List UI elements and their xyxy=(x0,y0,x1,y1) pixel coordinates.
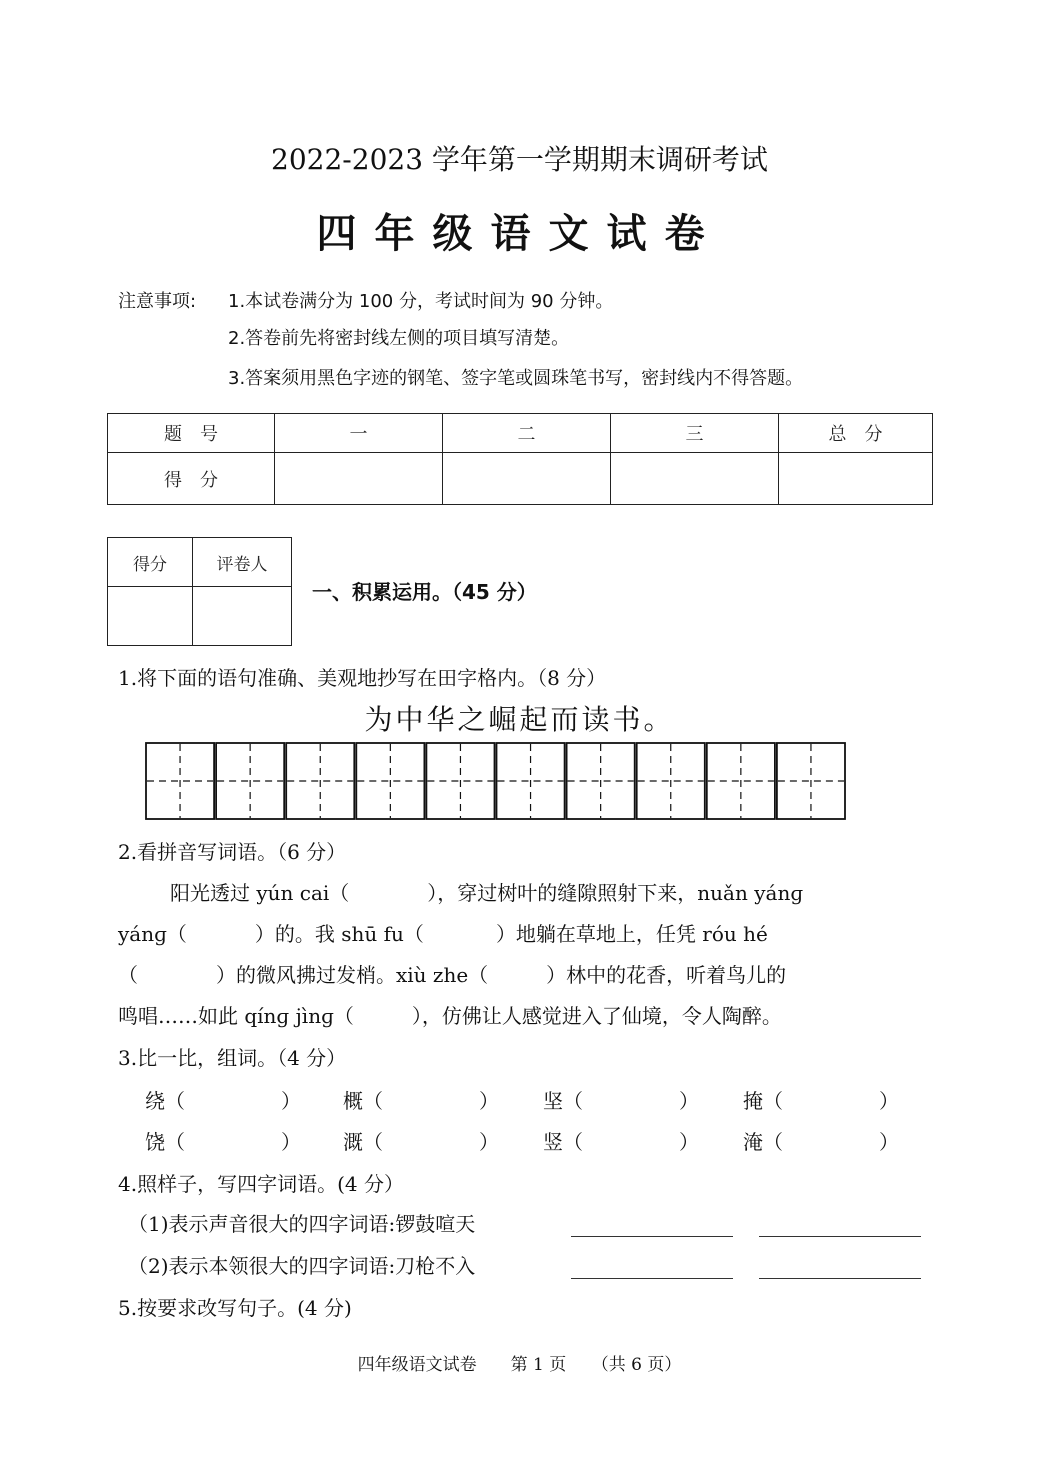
q2-line-3-seg-2: ）的微风拂过发梢。xiù zhe（ xyxy=(216,963,489,987)
q2-line-3-seg-3: ）林中的花香，听着鸟儿的 xyxy=(546,963,787,987)
q3-close-paren: ） xyxy=(479,1130,499,1154)
q3-char: 淹 xyxy=(743,1130,763,1154)
score-table-col-1: 一 xyxy=(275,414,443,453)
q2-line-4-seg-2: ），仿佛让人感觉进入了仙境，令人陶醉。 xyxy=(411,1004,782,1028)
grader-box-score-label: 得分 xyxy=(108,538,193,587)
exam-year-heading: 2022-2023 学年第一学期期末调研考试 xyxy=(271,143,768,176)
q2-line-1-seg-2: ），穿过树叶的缝隙照射下来，nuǎn yánɡ xyxy=(427,881,804,905)
score-table xyxy=(107,413,933,505)
q3-prompt: 3.比一比，组词。（4 分） xyxy=(118,1046,347,1070)
q3-item xyxy=(543,1085,699,1114)
q3-char: 竖 xyxy=(543,1130,563,1154)
q3-char: 溉 xyxy=(343,1130,363,1154)
score-cell-total[interactable] xyxy=(779,453,933,505)
score-cell-2[interactable] xyxy=(443,453,611,505)
q4-item-2: （2)表示本领很大的四字词语:刀枪不入 xyxy=(128,1254,476,1278)
q3-close-paren: ） xyxy=(679,1089,699,1113)
q3-open-paren: （ xyxy=(763,1130,783,1154)
grader-box-grader-label: 评卷人 xyxy=(193,538,292,587)
page-footer: 四年级语文试卷 第 1 页 （共 6 页） xyxy=(357,1355,682,1375)
q3-open-paren: （ xyxy=(563,1089,583,1113)
q2-line-3-seg-1: （ xyxy=(118,963,138,987)
q3-close-paren: ） xyxy=(679,1130,699,1154)
q5-prompt: 5.按要求改写句子。(4 分) xyxy=(118,1296,352,1320)
q3-item xyxy=(343,1126,499,1155)
q3-char: 概 xyxy=(343,1089,363,1113)
q2-line-3 xyxy=(118,959,786,988)
q3-item xyxy=(543,1126,699,1155)
q4-item-2-blank-2[interactable] xyxy=(759,1278,921,1279)
q4-item-2-blank-1[interactable] xyxy=(571,1278,733,1279)
q2-line-4 xyxy=(118,1000,782,1029)
notice-item-2: 2.答卷前先将密封线左侧的项目填写清楚。 xyxy=(228,328,570,349)
q3-close-paren: ） xyxy=(879,1130,899,1154)
score-table-row-header: 题 号 xyxy=(108,414,275,453)
q4-item-1-blank-2[interactable] xyxy=(759,1236,921,1237)
notice-label: 注意事项: xyxy=(118,291,197,312)
q2-line-4-seg-1: 鸣唱……如此 qínɡ jìnɡ（ xyxy=(118,1004,354,1028)
q3-char: 掩 xyxy=(743,1089,763,1113)
q1-sentence: 为中华之崛起而读书。 xyxy=(364,703,675,736)
q2-prompt: 2.看拼音写词语。（6 分） xyxy=(118,840,347,864)
grader-box-score-cell[interactable] xyxy=(108,587,193,646)
paper-title: 四年级语文试卷 xyxy=(316,211,723,257)
q3-open-paren: （ xyxy=(363,1130,383,1154)
q2-line-1-seg-1: 阳光透过 yún cai（ xyxy=(170,881,350,905)
score-table-col-total: 总 分 xyxy=(779,414,933,453)
q2-line-2-seg-3: ）地躺在草地上，任凭 róu hé xyxy=(495,922,768,946)
q2-line-1 xyxy=(170,877,803,906)
q1-prompt: 1.将下面的语句准确、美观地抄写在田字格内。（8 分） xyxy=(118,666,607,690)
score-table-col-3: 三 xyxy=(611,414,779,453)
score-table-col-2: 二 xyxy=(443,414,611,453)
q3-item xyxy=(743,1085,899,1114)
q3-open-paren: （ xyxy=(563,1130,583,1154)
q2-line-2-seg-2: ）的。我 shū fu（ xyxy=(254,922,424,946)
grader-box xyxy=(107,537,292,646)
q3-open-paren: （ xyxy=(165,1130,185,1154)
notice-item-3: 3.答案须用黑色字迹的钢笔、签字笔或圆珠笔书写，密封线内不得答题。 xyxy=(228,368,804,389)
section-1-title: 一、积累运用。（45 分） xyxy=(312,580,537,604)
score-cell-3[interactable] xyxy=(611,453,779,505)
notice-item-1: 1.本试卷满分为 100 分，考试时间为 90 分钟。 xyxy=(228,291,614,312)
tianzige-grid xyxy=(145,742,846,820)
q3-item xyxy=(343,1085,499,1114)
tianzige-grid-lines xyxy=(145,742,846,820)
q3-char: 饶 xyxy=(145,1130,165,1154)
q4-item-1: （1)表示声音很大的四字词语:锣鼓喧天 xyxy=(128,1212,476,1236)
q3-char: 绕 xyxy=(145,1089,165,1113)
q3-item xyxy=(743,1126,899,1155)
grader-box-grader-cell[interactable] xyxy=(193,587,292,646)
q3-close-paren: ） xyxy=(879,1089,899,1113)
q3-open-paren: （ xyxy=(363,1089,383,1113)
q3-close-paren: ） xyxy=(281,1089,301,1113)
q4-item-1-blank-1[interactable] xyxy=(571,1236,733,1237)
q3-close-paren: ） xyxy=(479,1089,499,1113)
q2-line-2 xyxy=(118,918,768,947)
q3-char: 坚 xyxy=(543,1089,563,1113)
q2-line-2-seg-1: yánɡ（ xyxy=(118,922,187,946)
score-table-row-score: 得 分 xyxy=(108,453,275,505)
q3-item xyxy=(145,1085,301,1114)
q3-item xyxy=(145,1126,301,1155)
score-cell-1[interactable] xyxy=(275,453,443,505)
q3-open-paren: （ xyxy=(165,1089,185,1113)
q3-close-paren: ） xyxy=(281,1130,301,1154)
q4-prompt: 4.照样子，写四字词语。(4 分） xyxy=(118,1172,404,1196)
q3-open-paren: （ xyxy=(763,1089,783,1113)
